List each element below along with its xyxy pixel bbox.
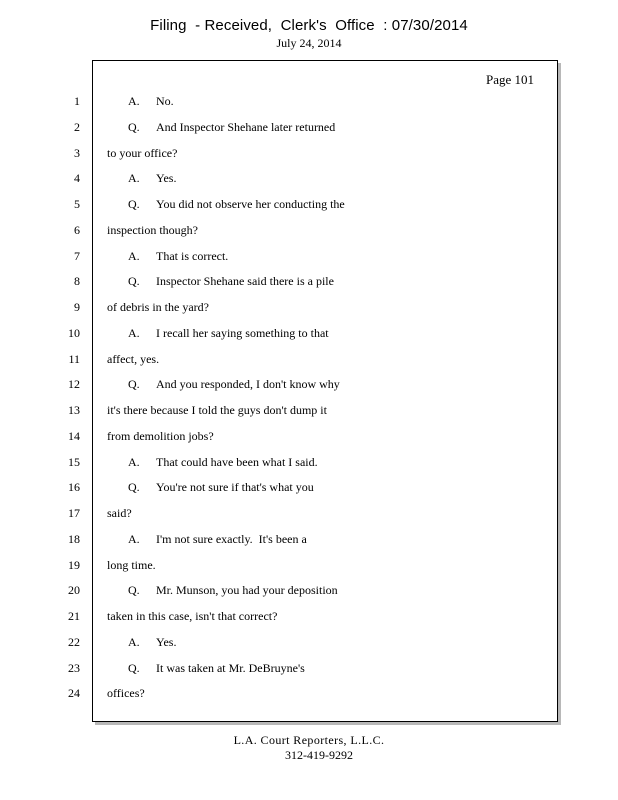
line-number: 24 [68,686,80,700]
line-number: 16 [68,480,80,494]
transcript-line [128,480,314,495]
speaker-label: Q. [128,661,140,675]
line-text: Yes. [156,635,177,649]
line-number: 11 [68,352,80,366]
transcript-line [107,429,214,444]
line-number: 6 [74,223,80,237]
line-number: 20 [68,583,80,597]
transcript-line [107,403,327,418]
speaker-label: A. [128,249,140,263]
transcript-line [107,300,209,315]
line-text: And Inspector Shehane later returned [156,120,336,134]
line-number: 3 [74,146,80,160]
transcript-line [128,635,176,650]
line-text: It was taken at Mr. DeBruyne's [156,661,305,675]
transcript-line [128,249,228,264]
line-text: of debris in the yard? [107,300,209,314]
line-number: 19 [68,558,80,572]
line-number: 14 [68,429,80,443]
line-number: 7 [74,249,80,263]
line-text: That could have been what I said. [156,455,318,469]
transcript-line [107,686,145,701]
transcript-line [128,455,318,470]
transcript-line [107,146,177,161]
transcript-line [107,352,159,367]
transcript-line [107,223,198,238]
line-text: inspection though? [107,223,198,237]
speaker-label: A. [128,94,140,108]
line-text: Yes. [156,171,177,185]
line-number: 12 [68,377,80,391]
line-number: 17 [68,506,80,520]
line-text: said? [107,506,132,520]
line-text: offices? [107,686,145,700]
line-text: You're not sure if that's what you [156,480,314,494]
line-text: taken in this case, isn't that correct? [107,609,278,623]
transcript-line [128,274,334,289]
line-text: That is correct. [156,249,229,263]
speaker-label: Q. [128,197,140,211]
speaker-label: A. [128,635,140,649]
line-text: it's there because I told the guys don't dump it [107,403,327,417]
line-number: 15 [68,455,80,469]
transcript-line [128,583,338,598]
speaker-label: A. [128,455,140,469]
line-number: 18 [68,532,80,546]
line-text: Inspector Shehane said there is a pile [156,274,334,288]
transcript-line [107,609,277,624]
transcript-line [128,94,174,109]
line-number: 2 [74,120,80,134]
line-text: And you responded, I don't know why [156,377,340,391]
transcript-line [128,120,335,135]
speaker-label: Q. [128,274,140,288]
transcript-line [128,532,307,547]
transcript-line [128,197,345,212]
transcript-date: July 24, 2014 [276,36,342,50]
line-number: 4 [74,171,80,185]
line-number: 8 [74,274,80,288]
line-text: You did not observe her conducting the [156,197,345,211]
line-text: long time. [107,558,156,572]
line-number: 10 [68,326,80,340]
line-number: 9 [74,300,80,314]
speaker-label: Q. [128,377,140,391]
line-text: I recall her saying something to that [156,326,329,340]
line-number: 21 [68,609,80,623]
transcript-line [128,326,329,341]
line-text: I'm not sure exactly. It's been a [156,532,307,546]
filing-stamp: Filing - Received, Clerk's Office : 07/30/2014 [150,17,468,34]
reporter-phone: 312-419-9292 [285,748,353,762]
speaker-label: Q. [128,583,140,597]
line-text: affect, yes. [107,352,160,366]
line-text: from demolition jobs? [107,429,214,443]
page-number: Page 101 [486,72,535,87]
transcript-line [128,377,340,392]
line-number: 13 [68,403,80,417]
line-text: Mr. Munson, you had your deposition [156,583,338,597]
speaker-label: Q. [128,120,140,134]
line-number: 5 [74,197,80,211]
line-number: 1 [74,94,80,108]
speaker-label: A. [128,532,140,546]
line-number: 22 [68,635,80,649]
line-text: to your office? [107,146,178,160]
reporter-company: L.A. Court Reporters, L.L.C. [233,733,385,747]
line-text: No. [156,94,174,108]
line-number: 23 [68,661,80,675]
speaker-label: Q. [128,480,140,494]
transcript-line [128,661,305,676]
speaker-label: A. [128,171,140,185]
transcript-line [107,558,156,573]
transcript-line [128,171,176,186]
transcript-line [107,506,132,521]
speaker-label: A. [128,326,140,340]
